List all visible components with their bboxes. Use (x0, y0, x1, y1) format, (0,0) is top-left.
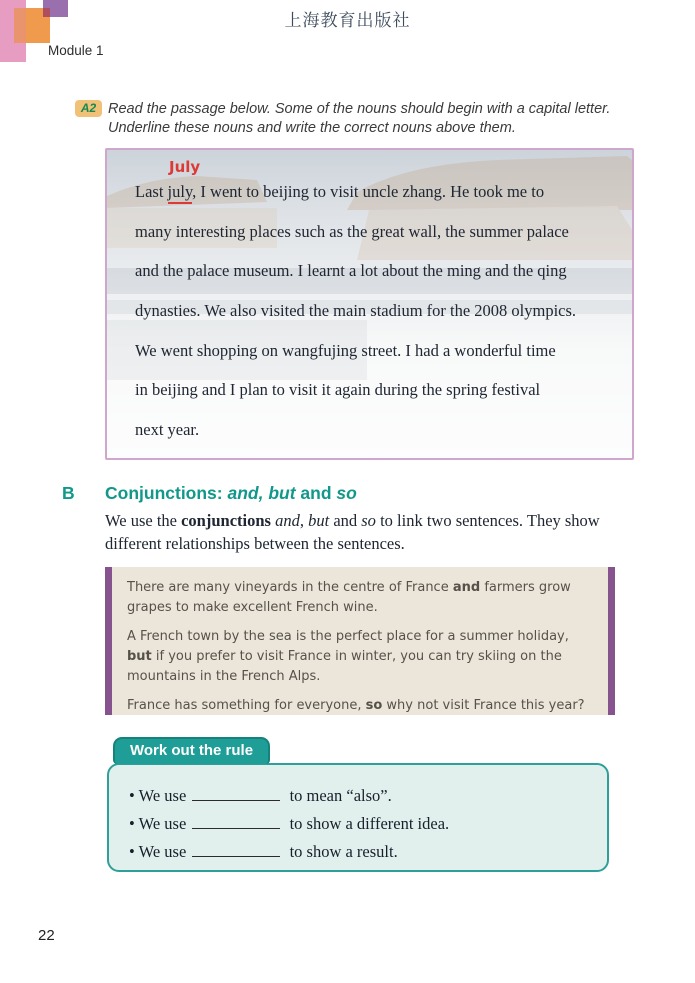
section-b-intro: We use the conjunctions and, but and so to link two sentences. They show different relationships between the sentences. (105, 511, 600, 553)
example-sentences-box (105, 567, 615, 715)
section-b-heading: Conjunctions: and, but and so (105, 483, 357, 503)
correction-annotation: July (169, 158, 201, 176)
passage-text (135, 172, 622, 450)
passage-box (105, 148, 634, 460)
passage-line: many interesting places such as the great wall, the summer palace (135, 221, 569, 241)
rule-bullet: • We use to show a result. (129, 842, 398, 861)
work-out-the-rule-box (107, 763, 609, 872)
passage-line: Last july, I went to beijing to visit uncle zhang. He took me to (135, 172, 622, 212)
exercise-a2-badge: A2 (75, 100, 102, 117)
work-out-the-rule-tab: Work out the rule (113, 737, 270, 764)
passage-line: and the palace museum. I learnt a lot about the ming and the qing (135, 261, 567, 281)
instruction-line-2: Underline these nouns and write the correct nouns above them. (108, 120, 516, 136)
section-b-label: B (62, 483, 75, 503)
passage-line: in beijing and I plan to visit it again during the spring festival (135, 380, 541, 400)
exercise-a2-instruction (108, 100, 648, 138)
rule-bullet: • We use to show a different idea. (129, 814, 450, 833)
passage-line: next year. (135, 420, 200, 440)
passage-line: dynasties. We also visited the main stadium for the 2008 olympics. (135, 301, 577, 321)
instruction-line-1: Read the passage below. Some of the nouns should begin with a capital letter. (108, 101, 611, 117)
example-sentence: France has something for everyone, so why not visit France this year? (127, 698, 585, 713)
example-sentence: A French town by the sea is the perfect place for a summer holiday, but if you prefer to visit France in winter, you can try skiing on the mountains in the French Alps. (127, 629, 569, 684)
page-number: 22 (38, 927, 55, 944)
module-label: Module 1 (48, 43, 104, 58)
publisher-header: 上海教育出版社 (284, 11, 411, 30)
passage-line: We went shopping on wangfujing street. I had a wonderful time (135, 340, 556, 360)
example-sentence: There are many vineyards in the centre of France and farmers grow grapes to make excellent French wine. (127, 580, 571, 615)
rule-bullet: • We use to mean “also”. (129, 786, 392, 805)
